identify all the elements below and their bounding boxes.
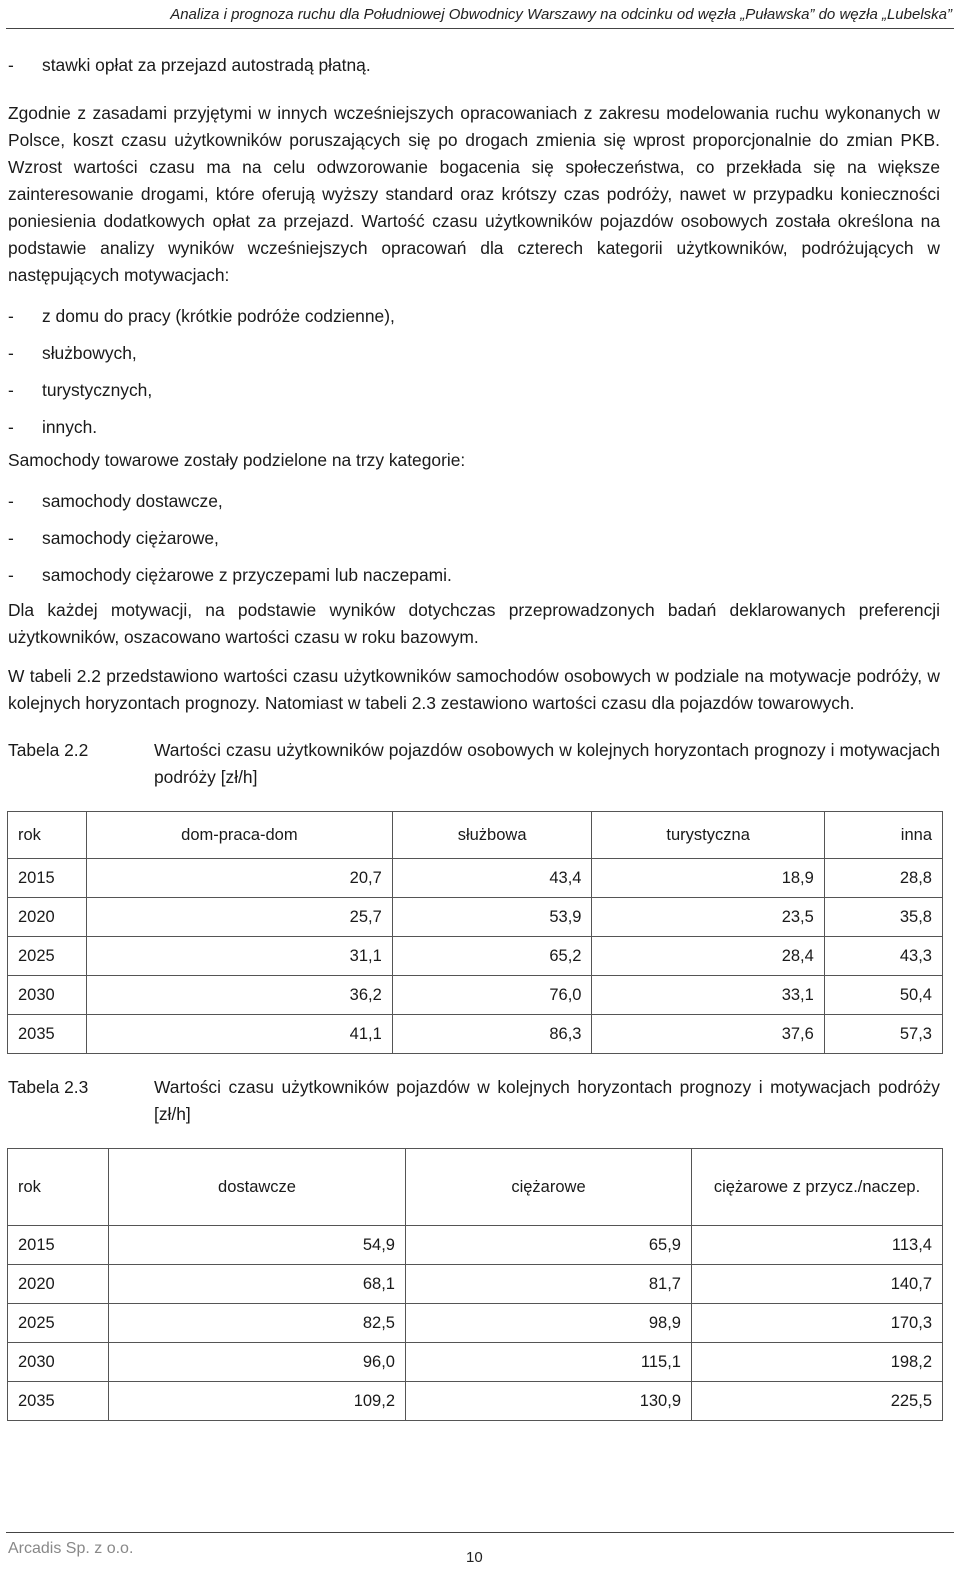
table-freight-time-values [7,1148,943,1421]
list-item: - samochody dostawcze, [8,491,223,511]
table-row: 2025 82,5 98,9 170,3 [8,1304,943,1343]
motivations-list [8,303,940,447]
table2-label: Tabela 2.3 [8,1077,89,1097]
paragraph1-part-a: Zgodnie z zasadami przyjętymi w innych wcześniejszych opracowaniach z zakresu modelowania ruchu wykonanych w Polsce, koszt czasu użytkowników poruszających się po drogach zmienia się wprost proporcjonalnie do zmian PKB. [8,103,940,150]
paragraph1-part-b: Wzrost wartości czasu ma na celu odwzorowanie bogacenia się społeczeństwa, co przekłada się na większe zainteresowanie drogami, które oferują wyższy standard oraz krótszy czas podróży, nawet w przypadku konieczności poniesienia dodatkowych opłat za przejazd. Wartość czasu użytkowników pojazdów osobowych została określona na podstawie analizy wyników wcześniejszych opracowań dla czterech kategorii użytkowników, podróżujących w następujących motywacjach: [8,157,940,285]
page-number: 10 [466,1549,483,1566]
table1-caption-text: Wartości czasu użytkowników pojazdów osobowych w kolejnych horyzontach prognozy i motywacjach podróży [zł/h] [154,740,940,787]
intro-item-text: stawki opłat za przejazd autostradą płatną. [42,55,371,75]
list-item: - samochody ciężarowe, [8,528,219,548]
header-divider [6,28,954,29]
table-row: 2035 41,1 86,3 37,6 57,3 [8,1015,943,1054]
list-item: - służbowych, [8,343,137,363]
paragraph-time-value [8,100,940,289]
intro-list-item: - stawki opłat za przejazd autostradą płatną. [8,52,940,88]
table-row: 2020 68,1 81,7 140,7 [8,1265,943,1304]
table2-caption [8,1074,940,1128]
table-row: 2035 109,2 130,9 225,5 [8,1382,943,1421]
table-row: 2020 25,7 53,9 23,5 35,8 [8,898,943,937]
paragraph-truck-categories: Samochody towarowe zostały podzielone na trzy kategorie: [8,450,466,470]
page-header [0,0,960,34]
paragraph-preferences: Dla każdej motywacji, na podstawie wyników dotychczas przeprowadzonych badań deklarowanych preferencji użytkowników, oszacowano wartości czasu w roku bazowym. [8,600,940,647]
header-title: Analiza i prognoza ruchu dla Południowej Obwodnicy Warszawy na odcinku od węzła „Puławska” do węzła „Lubelska” [170,6,952,23]
table-row: 2025 31,1 65,2 28,4 43,3 [8,937,943,976]
table-row: 2030 96,0 115,1 198,2 [8,1343,943,1382]
list-item: - samochody ciężarowe z przyczepami lub naczepami. [8,565,452,585]
table-header-row: rok dostawcze ciężarowe ciężarowe z przycz./naczep. [8,1149,943,1226]
table-row: 2030 36,2 76,0 33,1 50,4 [8,976,943,1015]
list-item: - turystycznych, [8,380,153,400]
table2-caption-text: Wartości czasu użytkowników pojazdów w kolejnych horyzontach prognozy i motywacjach podróży [zł/h] [154,1077,940,1124]
footer-company: Arcadis Sp. z o.o. [8,1540,134,1557]
table-passenger-time-values [7,811,943,1054]
truck-categories-list [8,488,940,595]
document-body [8,52,940,1421]
table1-label: Tabela 2.2 [8,740,89,760]
footer-divider [6,1532,954,1533]
list-item: - innych. [8,417,98,437]
table-header-row: rok dom-praca-dom służbowa turystyczna inna [8,812,943,859]
table-row: 2015 54,9 65,9 113,4 [8,1226,943,1265]
table1-caption [8,737,940,791]
table-row: 2015 20,7 43,4 18,9 28,8 [8,859,943,898]
paragraph-tables-intro: W tabeli 2.2 przedstawiono wartości czasu użytkowników samochodów osobowych w podziale na motywacje podróży, w kolejnych horyzontach prognozy. Natomiast w tabeli 2.3 zestawiono wartości czasu dla pojazdów towarowych. [8,666,940,713]
list-item: - z domu do pracy (krótkie podróże codzienne), [8,306,395,326]
